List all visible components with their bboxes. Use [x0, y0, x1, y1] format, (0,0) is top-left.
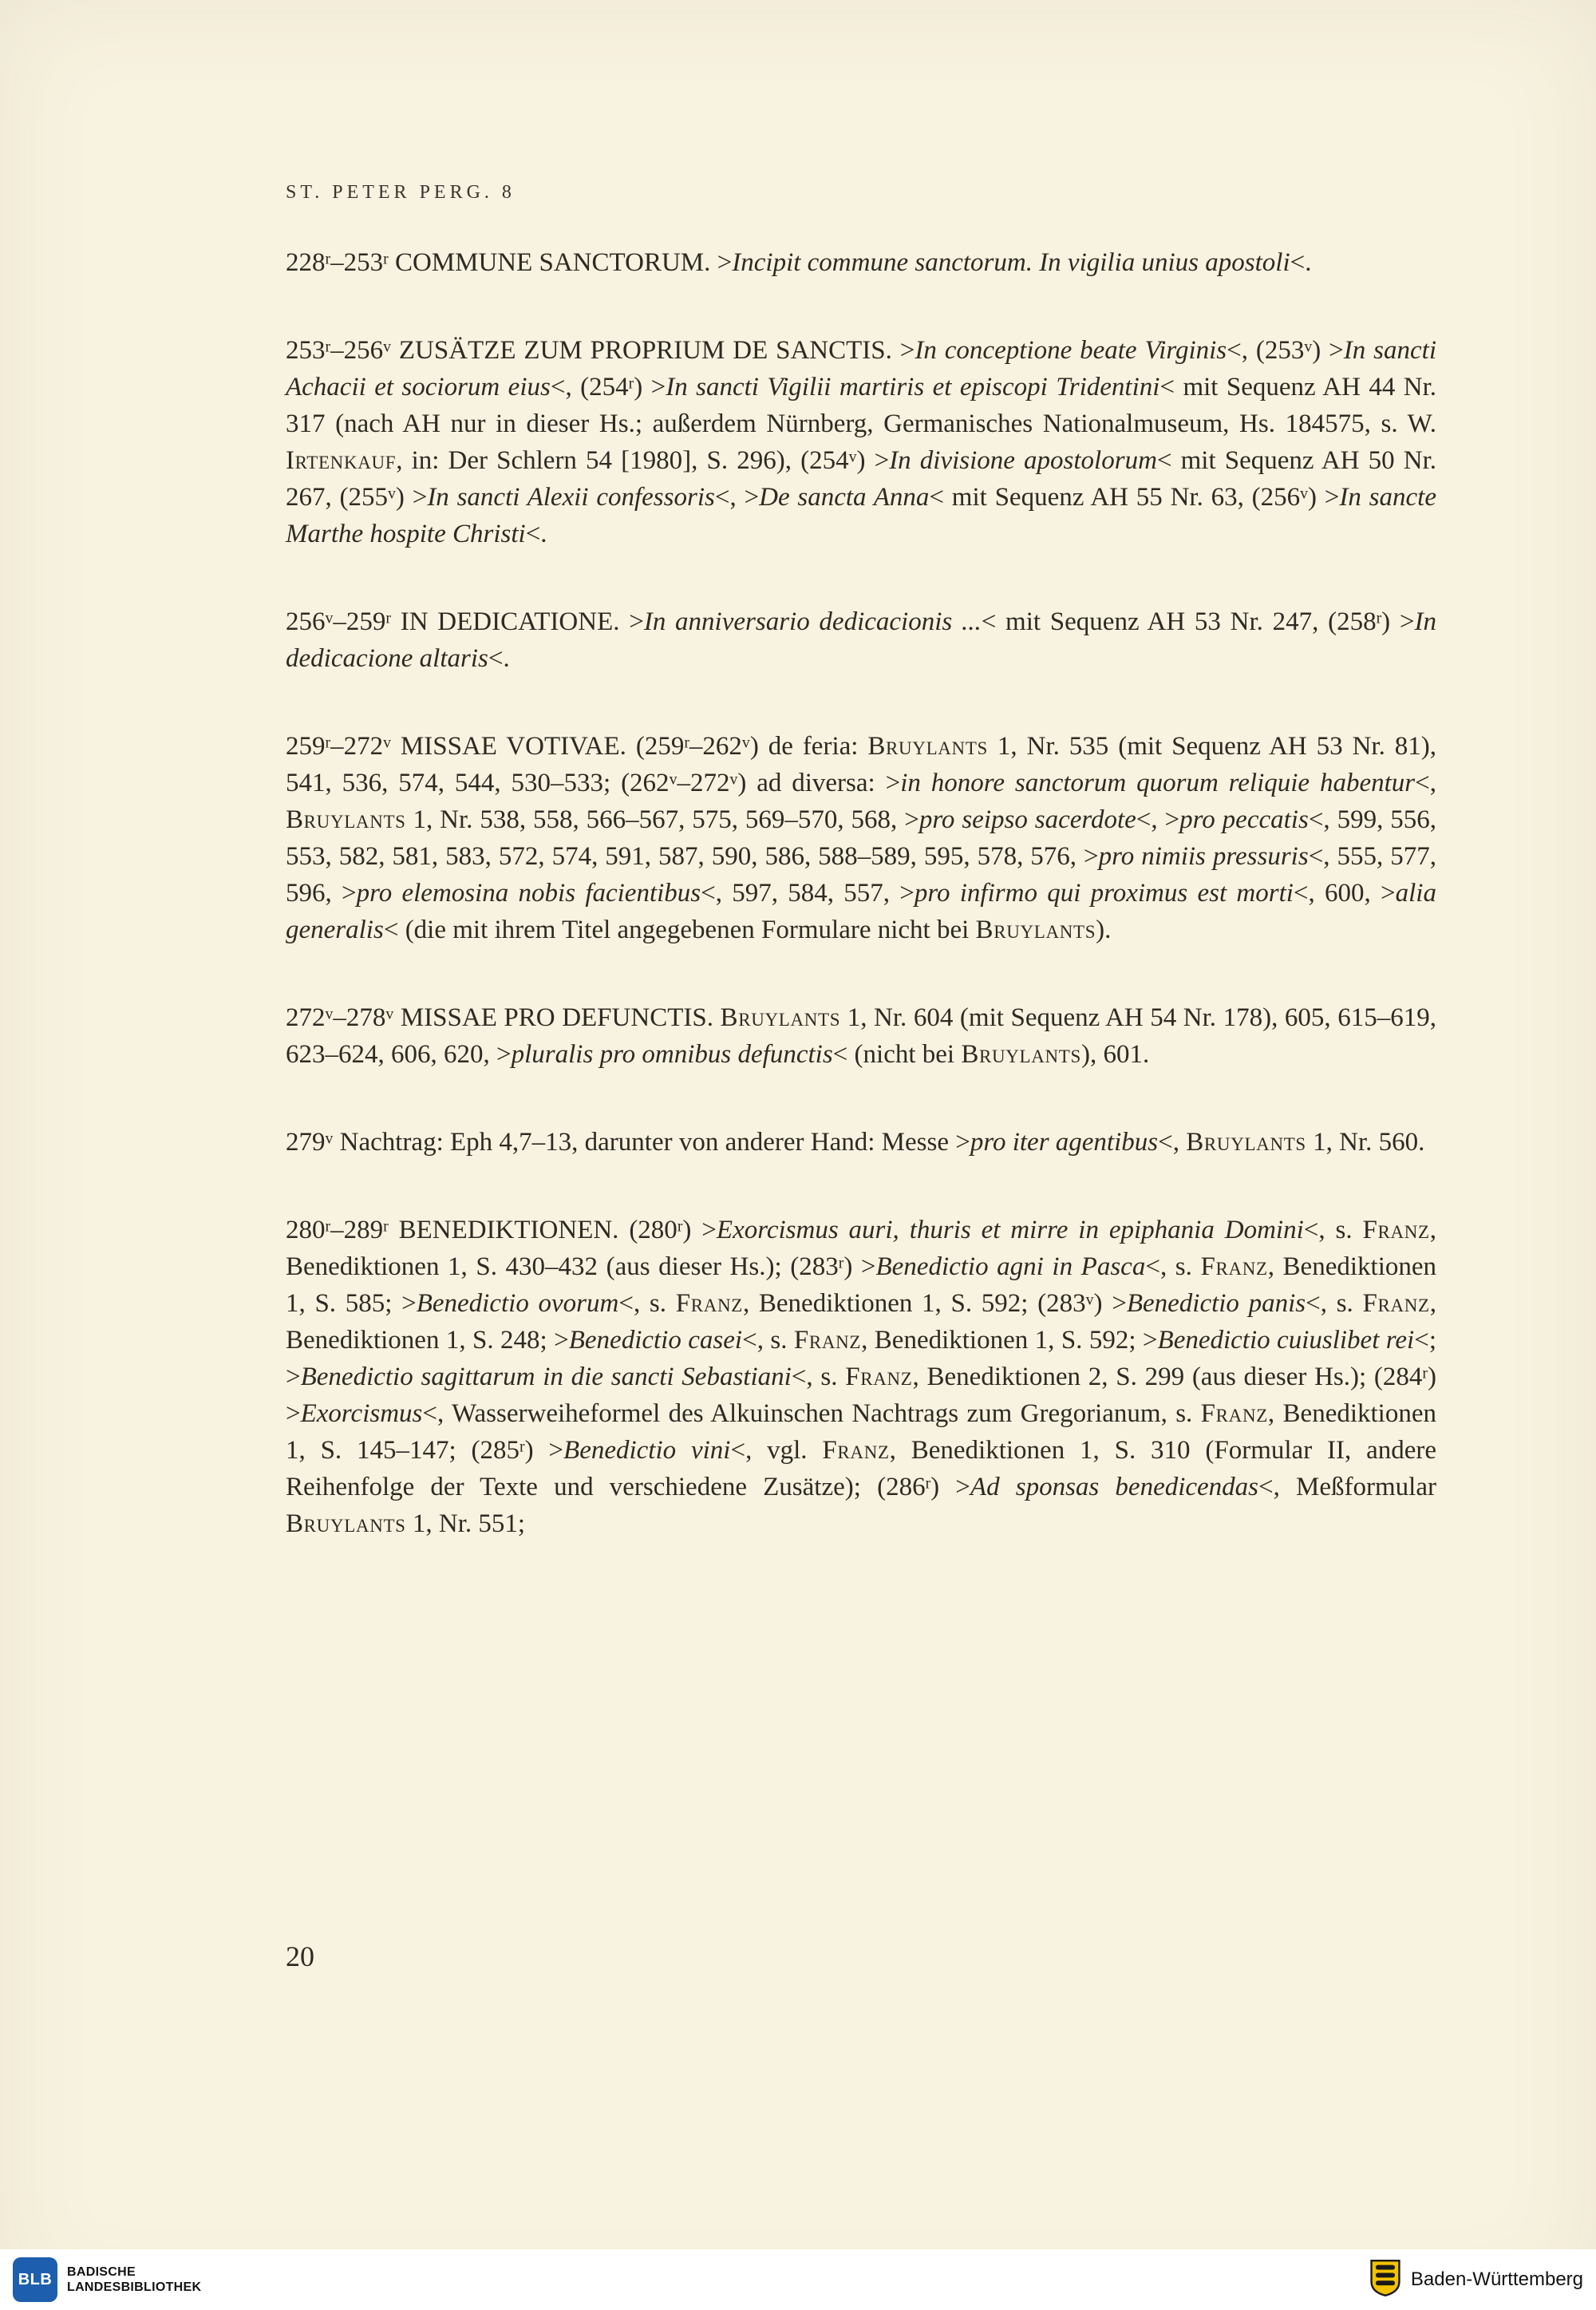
folio-superscript: v: [388, 485, 396, 503]
text-run: 272: [286, 1003, 326, 1032]
text-run: in honore sanctorum quorum reliquie habentur: [900, 769, 1416, 797]
text-run: –259: [333, 607, 386, 636]
folio-superscript: v: [1300, 485, 1309, 503]
text-run: In sancti Achacii et sociorum eius: [286, 336, 1436, 401]
text-run: < mit Sequenz AH 50 Nr. 267, (255: [286, 446, 1436, 512]
text-block: [286, 244, 1436, 1542]
folio-superscript: v: [729, 770, 738, 789]
text-run: < (nicht bei: [832, 1040, 962, 1069]
text-run: Ad sponsas benedicendas: [970, 1473, 1259, 1501]
text-run: BENEDIKTIONEN. (280: [388, 1216, 678, 1244]
text-run: <, 599, 556, 553, 582, 581, 583, 572, 574, 591, 587, 590, 586, 588–589, 595, 578, 576, >: [286, 805, 1436, 871]
text-run: 1, Nr. 535 (mit Sequenz AH 53 Nr. 81), 541, 536, 574, 544, 530–533; (262: [286, 732, 1436, 797]
text-run: MISSAE PRO DEFUNCTIS.: [393, 1003, 721, 1032]
text-run: pro nimiis pressuris: [1098, 842, 1309, 871]
text-run: 259: [286, 732, 326, 761]
folio-superscript: r: [325, 734, 331, 752]
text-run: <, s.: [1306, 1289, 1363, 1318]
text-run: <, s.: [1303, 1216, 1363, 1244]
library-name: [67, 2265, 201, 2295]
text-run: Benedictio cuiuslibet rei: [1157, 1326, 1415, 1355]
text-run: Benedictio casei: [568, 1326, 743, 1355]
text-run: , Benediktionen 1, S. 592; >: [861, 1326, 1158, 1355]
text-run: < mit Sequenz AH 53 Nr. 247, (258: [981, 607, 1377, 636]
text-run: Franz: [1200, 1399, 1268, 1428]
text-run: Exorcismus: [300, 1399, 423, 1428]
text-run: –272: [677, 769, 730, 797]
text-run: 1, Nr. 604 (mit Sequenz AH 54 Nr. 178), 605, 615–619, 623–624, 606, 620, >: [286, 1003, 1436, 1069]
text-run: Franz: [822, 1436, 890, 1465]
text-run: <.: [488, 644, 510, 673]
folio-superscript: v: [741, 734, 750, 752]
text-run: –253: [330, 248, 384, 277]
text-run: <, (253: [1227, 336, 1305, 365]
text-run: Nachtrag: Eph 4,7–13, darunter von anderer Hand: Messe >: [333, 1128, 970, 1157]
text-run: , Benediktionen 1, S. 430–432 (aus dieser Hs.); (283: [286, 1216, 1436, 1281]
text-run: , Benediktionen 1, S. 310 (Formular II, andere Reihenfolge der Texte und verschiedene Zusätze); (286: [286, 1436, 1436, 1501]
folio-superscript: v: [325, 609, 334, 627]
text-run: Benedictio panis: [1126, 1289, 1306, 1318]
text-run: <, 600, >: [1293, 879, 1396, 908]
text-run: <, s.: [618, 1289, 676, 1318]
text-run: ) ad diversa: >: [737, 769, 901, 797]
folio-superscript: v: [325, 1129, 334, 1148]
folio-superscript: r: [684, 734, 689, 752]
text-run: <.: [1290, 248, 1312, 277]
text-run: Irtenkauf: [286, 446, 397, 475]
text-run: ) de feria:: [749, 732, 868, 761]
text-run: <, vgl.: [730, 1436, 823, 1465]
folio-superscript: r: [325, 338, 331, 356]
folio-superscript: r: [628, 374, 634, 393]
footer-bar: [0, 2249, 1596, 2310]
library-name-line2: LANDESBIBLIOTHEK: [67, 2280, 202, 2294]
folio-superscript: v: [325, 1005, 334, 1023]
text-run: ) >: [1093, 1289, 1127, 1318]
text-run: ), 601.: [1080, 1040, 1150, 1069]
folio-superscript: r: [838, 1254, 844, 1272]
paragraph: [286, 1124, 1436, 1161]
text-run: pluralis pro omnibus defunctis: [511, 1040, 833, 1069]
text-run: alia generalis: [286, 879, 1436, 944]
text-run: 1, Nr. 551;: [405, 1509, 526, 1538]
text-run: ) >: [634, 373, 666, 401]
text-run: , in: Der Schlern 54 [1980], S. 296), (254: [396, 446, 849, 475]
text-run: In sancti Alexii confessoris: [427, 483, 715, 512]
text-run: , Benediktionen 1, S. 592; (283: [742, 1289, 1086, 1318]
text-run: COMMUNE SANCTORUM. >: [388, 248, 733, 277]
text-run: ) >: [682, 1216, 717, 1244]
text-run: 253: [286, 336, 326, 365]
text-run: IN DEDICATIONE. >: [390, 607, 644, 636]
folio-superscript: r: [1376, 609, 1382, 627]
text-run: ) >: [395, 483, 428, 512]
text-run: In dedicacione altaris: [286, 607, 1437, 673]
text-run: <, s.: [791, 1363, 846, 1391]
text-run: <,: [1415, 769, 1436, 797]
text-run: Franz: [675, 1289, 743, 1318]
text-run: Bruylants: [286, 805, 406, 834]
text-run: < mit Sequenz AH 44 Nr. 317 (nach AH nur in dieser Hs.; außerdem Nürnberg, Germanisches Nationalmuseum, Hs. 184575, s. W.: [286, 373, 1436, 438]
footer-library-group: [13, 2257, 201, 2302]
text-run: pro infirmo qui proximus est morti: [914, 879, 1294, 908]
text-run: pro iter agentibus: [970, 1128, 1159, 1157]
text-run: pro elemosina nobis facientibus: [356, 879, 701, 908]
running-head: ST. PETER PERG. 8: [286, 182, 516, 203]
folio-superscript: v: [1085, 1291, 1094, 1309]
text-run: ).: [1096, 916, 1112, 944]
state-name: Baden-Württemberg: [1410, 2268, 1583, 2290]
text-run: Incipit commune sanctorum. In vigilia unius apostoli: [732, 248, 1290, 277]
text-run: pro peccatis: [1179, 805, 1309, 834]
folio-superscript: r: [677, 1217, 683, 1236]
folio-superscript: v: [669, 770, 678, 789]
blb-logo: [13, 2257, 57, 2302]
folio-superscript: v: [383, 734, 391, 752]
baden-wuerttemberg-emblem-icon: [1369, 2259, 1401, 2301]
text-run: Exorcismus auri, thuris et mirre in epiphania Domini: [716, 1216, 1304, 1244]
footer-state-group: [1369, 2259, 1583, 2301]
text-run: In anniversario dedicacionis ...: [643, 607, 982, 636]
blb-logo-text: BLB: [18, 2270, 53, 2288]
folio-superscript: r: [325, 1217, 331, 1236]
folio-superscript: r: [1422, 1364, 1428, 1382]
text-run: De sancta Anna: [759, 483, 930, 512]
paragraph: [286, 1212, 1436, 1542]
folio-superscript: r: [925, 1474, 931, 1493]
text-run: –289: [330, 1216, 384, 1244]
text-run: In sancte Marthe hospite Christi: [286, 483, 1436, 548]
text-run: , Benediktionen 2, S. 299 (aus dieser Hs.); (284: [912, 1363, 1423, 1391]
text-run: <, 555, 577, 596, >: [286, 842, 1436, 908]
folio-superscript: r: [325, 250, 331, 268]
text-run: –278: [333, 1003, 386, 1032]
text-run: 1, Nr. 538, 558, 566–567, 575, 569–570, 568, >: [405, 805, 919, 834]
text-run: <, Wasserweiheformel des Alkuinschen Nachtrags zum Gregorianum, s.: [422, 1399, 1201, 1428]
folio-superscript: r: [385, 609, 391, 627]
folio-superscript: v: [848, 448, 857, 466]
text-run: Franz: [1200, 1252, 1268, 1281]
text-run: Franz: [845, 1363, 913, 1391]
text-run: Franz: [1362, 1216, 1430, 1244]
text-run: <, >: [714, 483, 760, 512]
text-run: In divisione apostolorum: [889, 446, 1157, 475]
text-run: ) >: [1381, 607, 1415, 636]
paragraph: [286, 999, 1436, 1073]
text-run: , Benediktionen 1, S. 585; >: [286, 1252, 1437, 1318]
text-run: 280: [286, 1216, 326, 1244]
paragraph: [286, 332, 1436, 552]
text-run: MISSAE VOTIVAE. (259: [390, 732, 685, 761]
text-run: <, s.: [1145, 1252, 1201, 1281]
text-run: <, >: [1136, 805, 1180, 834]
text-run: ) >: [930, 1473, 970, 1501]
text-run: Bruylants: [720, 1003, 841, 1032]
text-run: Bruylants: [975, 916, 1096, 944]
text-run: ZUSÄTZE ZUM PROPRIUM DE SANCTIS. >: [390, 336, 915, 365]
text-run: , Benediktionen 1, S. 145–147; (285: [286, 1399, 1436, 1465]
folio-superscript: r: [519, 1438, 525, 1456]
text-run: 228: [286, 248, 326, 277]
paragraph: [286, 244, 1436, 281]
text-run: ) >: [843, 1252, 876, 1281]
text-run: <, Meßformular: [1258, 1473, 1436, 1501]
text-run: In conceptione beate Virginis: [915, 336, 1227, 365]
text-run: Franz: [1362, 1289, 1430, 1318]
text-run: < (die mit ihrem Titel angegebenen Formulare nicht bei: [383, 916, 976, 944]
text-run: <; >: [286, 1326, 1436, 1391]
text-run: <, 597, 584, 557, >: [701, 879, 915, 908]
folio-superscript: r: [383, 250, 389, 268]
folio-superscript: v: [383, 338, 391, 356]
text-run: < mit Sequenz AH 55 Nr. 63, (256: [929, 483, 1301, 512]
text-run: ) >: [524, 1436, 564, 1465]
text-run: –256: [330, 336, 384, 365]
text-run: ) >: [1308, 483, 1340, 512]
text-run: Benedictio sagittarum in die sancti Sebastiani: [300, 1363, 792, 1391]
text-run: <,: [1158, 1128, 1187, 1157]
library-name-line1: BADISCHE: [67, 2265, 136, 2279]
text-run: 279: [286, 1128, 326, 1157]
text-run: pro seipso sacerdote: [918, 805, 1136, 834]
paragraph: [286, 603, 1436, 677]
paragraph: [286, 728, 1436, 948]
text-run: Franz: [793, 1326, 862, 1355]
text-run: 1, Nr. 560.: [1306, 1128, 1425, 1157]
folio-superscript: v: [1304, 338, 1313, 356]
text-run: –262: [689, 732, 742, 761]
text-run: <, s.: [742, 1326, 794, 1355]
text-run: –272: [330, 732, 384, 761]
text-run: ) >: [286, 1363, 1436, 1428]
text-run: Bruylants: [1186, 1128, 1306, 1157]
text-run: ) >: [856, 446, 890, 475]
text-run: Benedictio ovorum: [416, 1289, 619, 1318]
text-run: <, (254: [550, 373, 629, 401]
text-run: 256: [286, 607, 326, 636]
text-run: Bruylants: [961, 1040, 1081, 1069]
folio-superscript: r: [383, 1217, 389, 1236]
text-run: <.: [525, 520, 547, 548]
page-number: 20: [286, 1940, 314, 1972]
text-run: Benedictio vini: [563, 1436, 731, 1465]
text-run: , Benediktionen 1, S. 248; >: [286, 1289, 1436, 1355]
text-run: Bruylants: [286, 1509, 406, 1538]
text-run: In sancti Vigilii martiris et episcopi Tridentini: [666, 373, 1160, 401]
text-run: Benedictio agni in Pasca: [875, 1252, 1146, 1281]
text-run: Bruylants: [867, 732, 988, 761]
text-run: ) >: [1312, 336, 1344, 365]
folio-superscript: v: [385, 1005, 394, 1023]
